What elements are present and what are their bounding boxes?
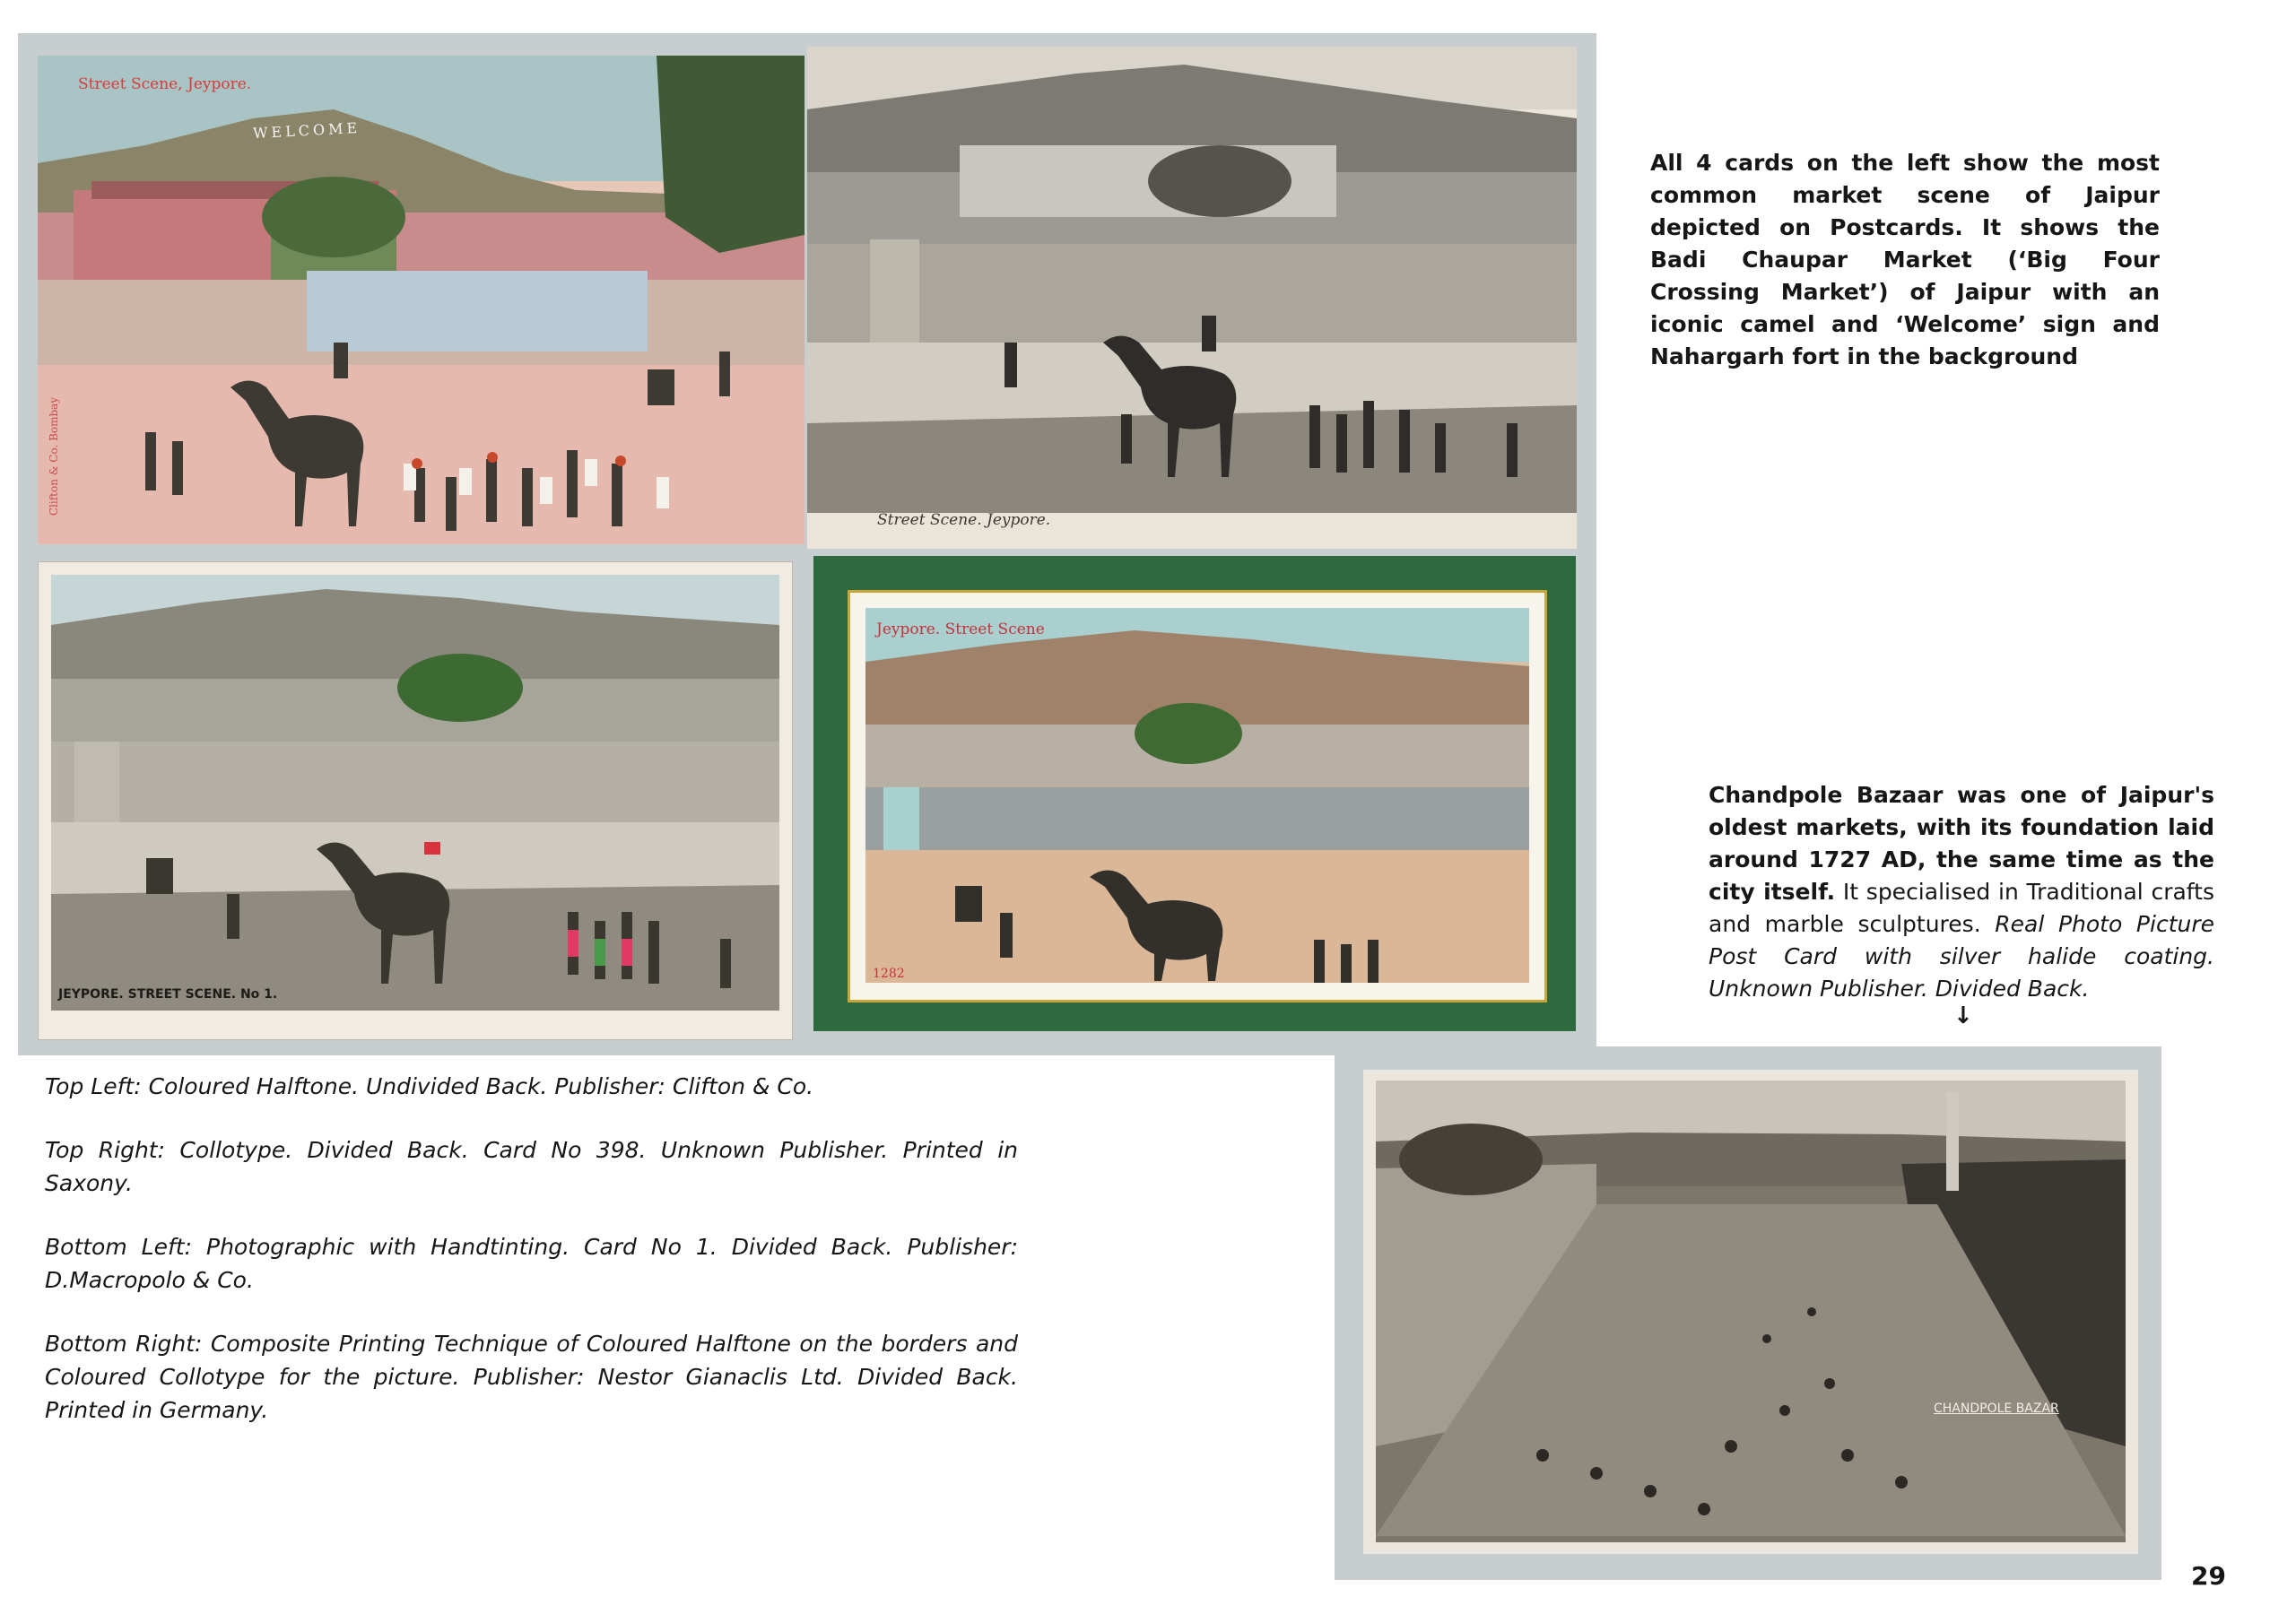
postcard-top-left-title: Street Scene, Jeypore. xyxy=(78,75,252,93)
postcard-chandpole-scene xyxy=(1363,1070,2138,1554)
postcard-bottom-right-scene xyxy=(865,608,1529,983)
postcard-bottom-left xyxy=(38,561,793,1040)
card-captions xyxy=(45,1070,1018,1457)
market-description: All 4 cards on the left show the most common market scene of Jaipur depicted on Postcards. It shows the Badi Chaupar Market (‘Big Four Crossing Market’) of Jaipur with an iconic camel and ‘Welcome’ sign and Nahargarh fort in the background xyxy=(1650,150,2160,369)
caption-bottom-right: Bottom Right: Composite Printing Technique of Coloured Halftone on the borders and Coloured Collotype for the picture. Publisher: Nestor Gianaclis Ltd. Divided Back. Printed in Germany. xyxy=(45,1331,1018,1423)
postcard-top-right-title: Street Scene. Jeypore. xyxy=(877,511,1051,529)
caption-bottom-left: Bottom Left: Photographic with Handtinting. Card No 1. Divided Back. Publisher: D.Macropolo & Co. xyxy=(45,1234,1018,1293)
chandpole-card-details: Real Photo Picture Post Card with silver halide coating. Unknown Publisher. Divided Back. xyxy=(1709,911,2214,1002)
caption-top-left: Top Left: Coloured Halftone. Undivided Back. Publisher: Clifton & Co. xyxy=(45,1073,814,1099)
postcard-top-left xyxy=(38,56,804,544)
caption-top-right: Top Right: Collotype. Divided Back. Card No 398. Unknown Publisher. Printed in Saxony. xyxy=(45,1137,1018,1196)
postcard-bottom-right xyxy=(813,556,1576,1031)
chandpole-description xyxy=(1709,779,2214,1005)
postcard-top-left-scene xyxy=(38,56,804,544)
postcard-bottom-right-title: Jeypore. Street Scene xyxy=(876,621,1045,638)
postcard-bottom-right-number: 1282 xyxy=(873,967,905,981)
postcard-top-right xyxy=(807,47,1577,549)
postcard-top-left-publisher: Clifton & Co. Bombay xyxy=(48,396,61,516)
chandpole-history: Chandpole Bazaar was one of Jaipur's oldest markets, with its foundation laid around 1727 AD, the same time as the city itself. xyxy=(1709,782,2214,905)
postcard-chandpole-title: CHANDPOLE BAZAR xyxy=(1934,1402,2059,1416)
chandpole-specialty: It specialised in Traditional crafts and marble sculptures. xyxy=(1709,879,2214,937)
postcard-chandpole xyxy=(1363,1070,2138,1554)
page-number: 29 xyxy=(2191,1561,2226,1591)
postcard-top-right-scene xyxy=(807,47,1577,549)
welcome-sign-text: WELCOME xyxy=(252,118,361,143)
postcard-bottom-left-title: JEYPORE. STREET SCENE. No 1. xyxy=(58,987,278,1002)
postcard-bottom-left-scene xyxy=(39,562,792,1039)
down-arrow-icon: ↓ xyxy=(1953,1002,1973,1029)
